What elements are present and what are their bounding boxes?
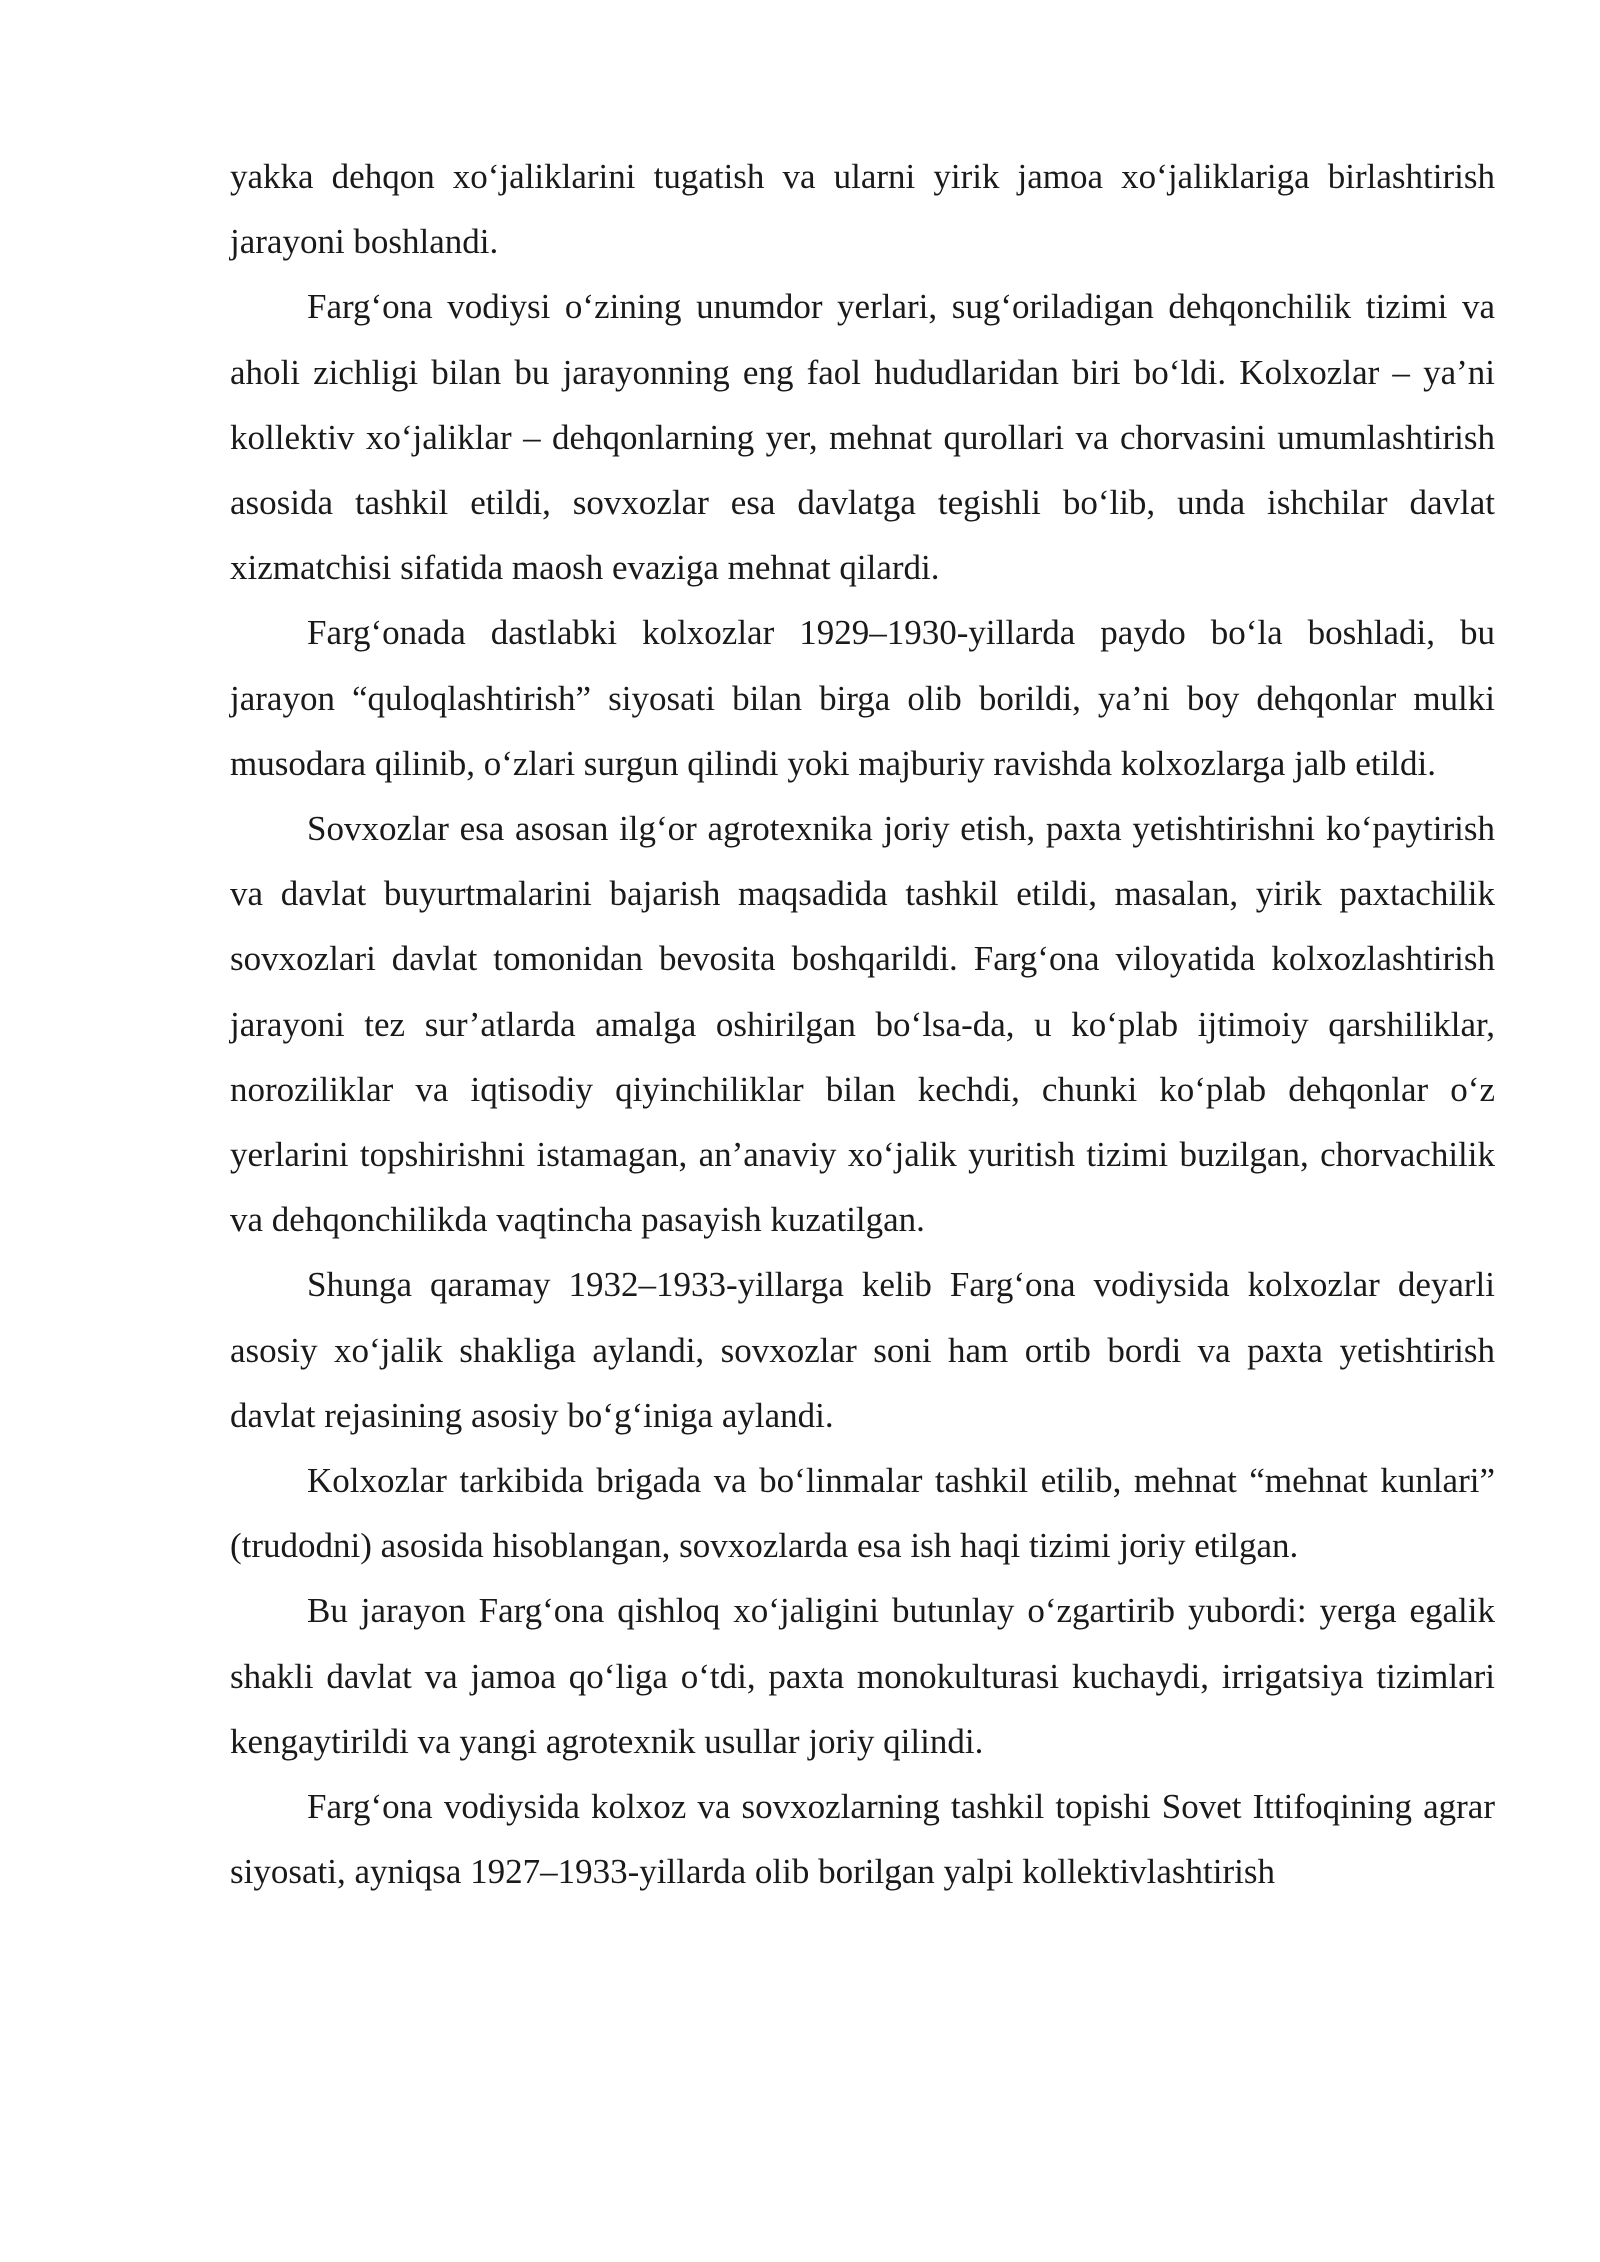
paragraph: Sovxozlar esa asosan ilg‘or agrotexnika joriy etish, paxta yetishtirishni ko‘paytirish va davlat buyurtmalarini bajarish maqsadida tashkil etildi, masalan, yirik paxtachilik sovxozlari davlat tomonidan bevosita boshqarildi. Farg‘ona viloyatida kolxozlashtirish jarayoni tez sur’atlarda amalga oshirilgan bo‘lsa-da, u ko‘plab ijtimoiy qarshiliklar, noroziliklar va iqtisodiy qiyinchiliklar bilan kechdi, chunki ko‘plab dehqonlar o‘z yerlarini topshirishni istamagan, an’anaviy xo‘jalik yuritish tizimi buzilgan, chorvachilik va dehqonchilikda vaqtincha pasayish kuzatilgan. bbox=[230, 809, 1495, 1240]
paragraph: Farg‘onada dastlabki kolxozlar 1929–1930-yillarda paydo bo‘la boshladi, bu jarayon “quloqlashtirish” siyosati bilan birga olib borildi, ya’ni boy dehqonlar mulki musodara qilinib, o‘zlari surgun qilindi yoki majburiy ravishda kolxozlarga jalb etildi. bbox=[230, 613, 1495, 783]
paragraph: Kolxozlar tarkibida brigada va bo‘linmalar tashkil etilib, mehnat “mehnat kunlari” (trudodni) asosida hisoblangan, sovxozlarda esa ish haqi tizimi joriy etilgan. bbox=[230, 1461, 1495, 1566]
paragraph: Farg‘ona vodiysi o‘zining unumdor yerlari, sug‘oriladigan dehqonchilik tizimi va aholi zichligi bilan bu jarayonning eng faol hududlaridan biri bo‘ldi. Kolxozlar – ya’ni kollektiv xo‘jaliklar – dehqonlarning yer, mehnat qurollari va chorvasini umumlashtirish asosida tashkil etildi, sovxozlar esa davlatga tegishli bo‘lib, unda ishchilar davlat xizmatchisi sifatida maosh evaziga mehnat qilardi. bbox=[230, 287, 1495, 588]
paragraph-continuation: yakka dehqon xo‘jaliklarini tugatish va ularni yirik jamoa xo‘jaliklariga birlashtirish jarayoni boshlandi. bbox=[230, 157, 1495, 262]
paragraph: Shunga qaramay 1932–1933-yillarga kelib Farg‘ona vodiysida kolxozlar deyarli asosiy xo‘jalik shakliga aylandi, sovxozlar soni ham ortib bordi va paxta yetishtirish davlat rejasining asosiy bo‘g‘iniga aylandi. bbox=[230, 1265, 1495, 1435]
paragraph: Bu jarayon Farg‘ona qishloq xo‘jaligini butunlay o‘zgartirib yubordi: yerga egalik shakli davlat va jamoa qo‘liga o‘tdi, paxta monokulturasi kuchaydi, irrigatsiya tizimlari kengaytirildi va yangi agrotexnik usullar joriy qilindi. bbox=[230, 1591, 1495, 1761]
document-page bbox=[230, 144, 1495, 1904]
paragraph: Farg‘ona vodiysida kolxoz va sovxozlarning tashkil topishi Sovet Ittifoqining agrar siyosati, ayniqsa 1927–1933-yillarda olib borilgan yalpi kollektivlashtirish bbox=[230, 1787, 1495, 1892]
